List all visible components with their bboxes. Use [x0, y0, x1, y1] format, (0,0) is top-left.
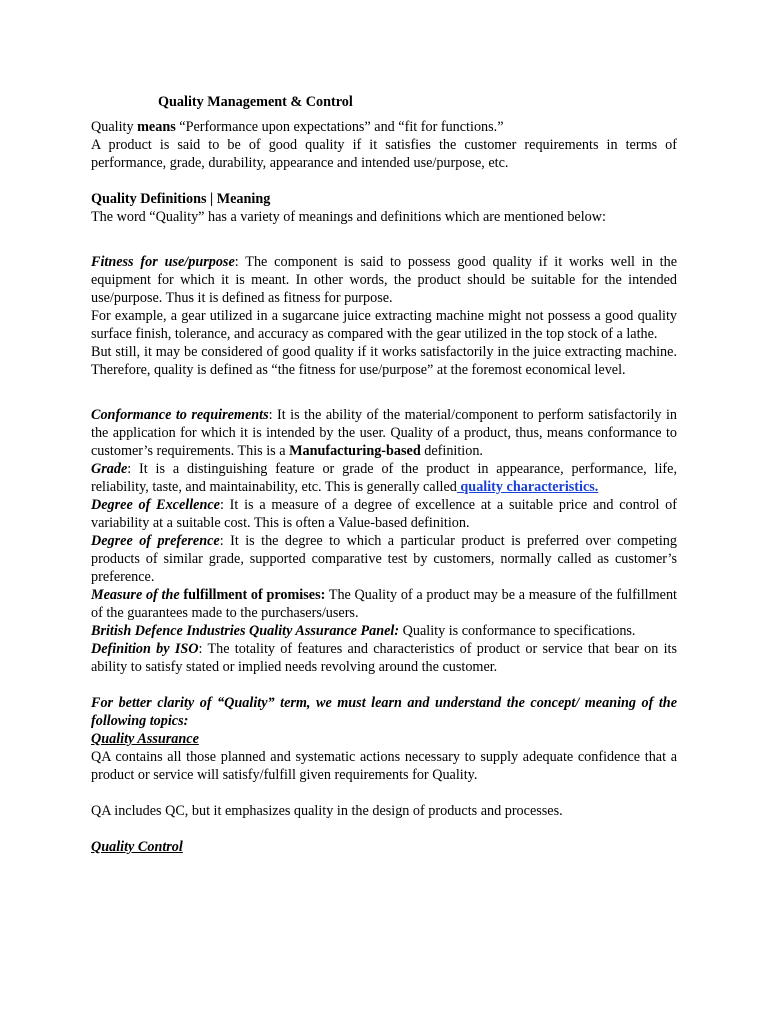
intro-post: “Performance upon expectations” and “fit for functions.”	[175, 119, 504, 135]
qa-heading-text: Quality Assurance	[91, 731, 199, 747]
grade-term: Grade	[91, 461, 128, 477]
british-text: Quality is conformance to specifications.	[399, 623, 636, 639]
intro-means: means	[137, 119, 176, 135]
conformance-bold: Manufacturing-based	[289, 443, 421, 459]
fitness-conclusion: But still, it may be considered of good quality if it works satisfactorily in the juice extracting machine. Therefore, quality is defined as “the fitness for use/purpose” at the foremost economical level.	[91, 344, 677, 378]
fitness-text: : The component is said to possess good quality if it works well in the equipment for which it is meant. In other words, the product should be suitable for the intended use/purpose. Thus it is defined as fitness for purpose.	[91, 254, 678, 306]
excellence-term: Degree of Excellence	[91, 497, 220, 513]
grade-paragraph	[91, 460, 677, 496]
iso-term: Definition by ISO	[91, 641, 199, 657]
excellence-text: : It is a measure of a degree of excellence at a suitable price and control of variability at a suitable cost. This is often a Value-based definition.	[91, 497, 678, 531]
fitness-term: Fitness for use/purpose	[91, 254, 235, 270]
british-paragraph	[91, 622, 677, 640]
conformance-post: definition.	[420, 443, 483, 459]
definitions-heading: Quality Definitions | Meaning	[91, 191, 271, 207]
intro-pre: Quality	[91, 119, 138, 135]
iso-paragraph	[91, 640, 677, 676]
clarity-text: For better clarity of “Quality” term, we must learn and understand the concept/ meaning of the following topics:	[91, 695, 677, 729]
fitness-paragraph	[91, 253, 677, 307]
preference-term: Degree of preference	[91, 533, 220, 549]
preference-paragraph	[91, 532, 677, 586]
excellence-paragraph	[91, 496, 677, 532]
qc-heading	[91, 838, 677, 856]
qa-heading	[91, 730, 677, 748]
conformance-term: Conformance to requirements	[91, 407, 269, 423]
qa-text2: QA includes QC, but it emphasizes quality in the design of products and processes.	[91, 803, 563, 819]
grade-text: : It is a distinguishing feature or grade of the product in appearance, performance, life, reliability, taste, and maintainability, etc. This is generally called	[91, 461, 677, 495]
british-term: British Defence Industries Quality Assurance Panel:	[91, 623, 400, 639]
promises-term-italic: Measure of the	[91, 587, 180, 603]
intro-line2: A product is said to be of good quality if it satisfies the customer requirements in terms of performance, grade, durability, appearance and intended use/purpose, etc.	[91, 137, 677, 171]
definitions-text: The word “Quality” has a variety of meanings and definitions which are mentioned below:	[91, 209, 606, 225]
preference-text: : It is the degree to which a particular product is preferred over competing products of similar grade, supported comparative test by customers, normally called as customer’s preference.	[91, 533, 677, 585]
promises-text: The Quality of a product may be a measure of the fulfillment of the guarantees made to the purchasers/users.	[91, 587, 677, 621]
clarity-paragraph	[91, 694, 677, 730]
document-title: Quality Management & Control	[158, 94, 353, 110]
document-page	[91, 93, 677, 856]
conformance-text: : It is the ability of the material/component to perform satisfactorily in the application for which it is intended by the user. Quality of a product, thus, means conformance to customer’s requirements. This is a	[91, 407, 677, 459]
qa-text: QA contains all those planned and systematic actions necessary to supply adequate confidence that a product or service will satisfy/fulfill given requirements for Quality.	[91, 749, 677, 783]
iso-text: : The totality of features and characteristics of product or service that bear on its ability to satisfy stated or implied needs revolving around the customer.	[91, 641, 677, 675]
qc-heading-text: Quality Control	[91, 839, 183, 855]
promises-paragraph	[91, 586, 677, 622]
intro-line1	[91, 118, 677, 136]
promises-term-bold: fulfillment of promises:	[179, 587, 326, 603]
conformance-paragraph	[91, 406, 677, 460]
fitness-example: For example, a gear utilized in a sugarcane juice extracting machine might not possess a good quality surface finish, tolerance, and accuracy as compared with the gear utilized in the top stock of a lathe.	[91, 308, 677, 342]
quality-characteristics-link[interactable]: quality characteristics.	[456, 479, 599, 495]
